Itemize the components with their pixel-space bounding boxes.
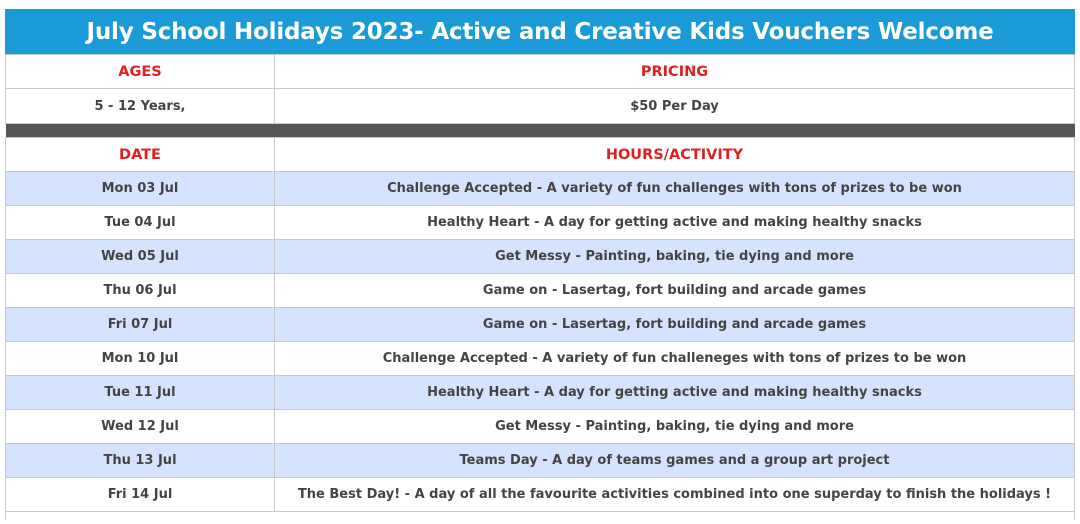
schedule-table: [5, 54, 1075, 512]
table-row: [6, 444, 1075, 478]
row-date: Thu 06 Jul: [6, 274, 275, 308]
row-date: Tue 11 Jul: [6, 376, 275, 410]
ages-header: AGES: [6, 55, 275, 89]
row-activity: Teams Day - A day of teams games and a group art project: [275, 444, 1075, 478]
pricing-header: PRICING: [275, 55, 1075, 89]
page-title: July School Holidays 2023- Active and Creative Kids Vouchers Welcome: [5, 9, 1075, 54]
row-activity: Get Messy - Painting, baking, tie dying and more: [275, 410, 1075, 444]
section-divider: [6, 124, 1075, 138]
table-footer-edge: [5, 512, 1075, 520]
row-activity: Healthy Heart - A day for getting active and making healthy snacks: [275, 376, 1075, 410]
holiday-schedule: [5, 9, 1075, 520]
table-row: [6, 376, 1075, 410]
row-date: Thu 13 Jul: [6, 444, 275, 478]
row-activity: Get Messy - Painting, baking, tie dying and more: [275, 240, 1075, 274]
table-row: [6, 240, 1075, 274]
row-date: Tue 04 Jul: [6, 206, 275, 240]
table-row: [6, 274, 1075, 308]
table-row: [6, 410, 1075, 444]
row-date: Mon 10 Jul: [6, 342, 275, 376]
table-row: [6, 478, 1075, 512]
row-activity: The Best Day! - A day of all the favourite activities combined into one superday to finish the holidays !: [275, 478, 1075, 512]
row-date: Fri 07 Jul: [6, 308, 275, 342]
ages-value: 5 - 12 Years,: [6, 89, 275, 124]
table-row: [6, 172, 1075, 206]
pricing-value: $50 Per Day: [275, 89, 1075, 124]
row-date: Wed 12 Jul: [6, 410, 275, 444]
table-row: [6, 206, 1075, 240]
row-date: Fri 14 Jul: [6, 478, 275, 512]
info-row: [6, 89, 1075, 124]
activity-header: HOURS/ACTIVITY: [275, 138, 1075, 172]
schedule-header-row: [6, 138, 1075, 172]
row-date: Mon 03 Jul: [6, 172, 275, 206]
row-activity: Challenge Accepted - A variety of fun challenges with tons of prizes to be won: [275, 172, 1075, 206]
row-activity: Challenge Accepted - A variety of fun challeneges with tons of prizes to be won: [275, 342, 1075, 376]
table-row: [6, 308, 1075, 342]
row-date: Wed 05 Jul: [6, 240, 275, 274]
row-activity: Healthy Heart - A day for getting active and making healthy snacks: [275, 206, 1075, 240]
info-header-row: [6, 55, 1075, 89]
date-header: DATE: [6, 138, 275, 172]
row-activity: Game on - Lasertag, fort building and arcade games: [275, 274, 1075, 308]
table-row: [6, 342, 1075, 376]
row-activity: Game on - Lasertag, fort building and arcade games: [275, 308, 1075, 342]
